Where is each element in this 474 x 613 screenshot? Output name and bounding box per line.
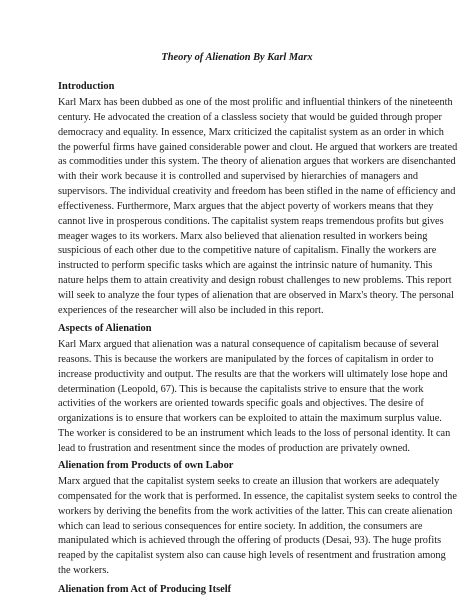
text-line: century. He advocated the creation of a classless society that would be guided through proper xyxy=(58,111,442,123)
text-line: with their work because it is controlled and supervised by hierarchies of managers and xyxy=(58,171,418,183)
paragraph-alienation-from-products xyxy=(58,475,457,579)
text-line: The worker is considered to be an instrument which leads to the loss of personal identity. It can xyxy=(58,428,451,440)
text-line: organizations is to ensure that workers can be exploited to attain the maximum surplus value. xyxy=(58,413,442,425)
section-heading-alienation-from-act-of-producing: Alienation from Act of Producing Itself xyxy=(58,584,232,595)
text-line: determination (Leopold, 67). This is because the capitalists strive to ensure that the work xyxy=(58,383,424,395)
text-line: Karl Marx argued that alienation was a natural consequence of capitalism because of several xyxy=(58,339,439,350)
text-line: workers by deriving the benefits from the work activities of the latter. This can create alienation xyxy=(58,505,453,517)
text-line: cannot live in prosperous conditions. The capitalist system reaps tremendous profits but gives xyxy=(58,215,444,227)
text-line: will seek to analyze the four types of alienation that are observed in Marx's theory. The personal xyxy=(58,289,454,301)
text-line: suspicious of each other due to the competitive nature of capitalism. Finally the workers are xyxy=(58,245,437,257)
text-line: the powerful firms have gained considerable power and clout. He argued that workers are treated xyxy=(58,141,458,153)
text-line: compensated for the work that is performed. In essence, the capitalist system seeks to control the xyxy=(58,490,457,502)
text-line: as commodities under this system. The theory of alienation argues that workers are disenchanted xyxy=(58,156,456,168)
text-line: which can lead to serious consequences for entire society. In addition, the consumers are xyxy=(58,520,423,532)
paragraph-introduction xyxy=(58,96,458,319)
text-line: experiences of the researcher will also be included in this report. xyxy=(58,304,324,316)
text-line: increase productivity and output. The results are that the workers will ultimately lose hope and xyxy=(58,368,448,380)
text-line: manipulated which is achieved through the offering of products (Desai, 93). The huge profits xyxy=(58,535,442,547)
text-line: supervisors. The individual creativity and freedom has been stifled in the name of efficiency and xyxy=(58,186,456,198)
text-line: effectiveness. Furthermore, Marx argues that the abject poverty of workers means that they xyxy=(58,200,434,212)
text-line: reaped by the capitalist system also can cause high levels of resentment and frustration among xyxy=(58,550,446,562)
text-line: democracy and equality. In essence, Marx criticized the capitalist system as an order in which xyxy=(58,126,444,138)
text-line: meager wages to its workers. Marx also believed that alienation resulted in workers being xyxy=(58,230,428,242)
section-heading-alienation-from-products: Alienation from Products of own Labor xyxy=(58,460,234,471)
text-line: activities of the workers are oriented towards specific goals and objectives. The desire of xyxy=(58,398,424,410)
section-heading-aspects-of-alienation: Aspects of Alienation xyxy=(58,323,152,334)
text-line: lead to frustration and resentment since the modes of production are privately owned. xyxy=(58,442,410,454)
text-line: Karl Marx has been dubbed as one of the most prolific and influential thinkers of the nineteenth xyxy=(58,97,453,108)
document-title: Theory of Alienation By Karl Marx xyxy=(161,52,313,63)
text-line: nature helps them to attain creativity and design robust challenges to new problems. This report xyxy=(58,275,452,287)
paragraph-aspects-of-alienation xyxy=(58,338,451,457)
text-line: Marx argued that the capitalist system seeks to create an illusion that workers are adequately xyxy=(58,476,440,487)
section-heading-introduction: Introduction xyxy=(58,81,115,92)
text-line: instructed to perform specific tasks which are against the intrinsic nature of humanity. This xyxy=(58,260,433,272)
text-line: the workers. xyxy=(58,565,109,577)
text-line: reasons. This is because the workers are manipulated by the forces of capitalism in order to xyxy=(58,353,434,365)
